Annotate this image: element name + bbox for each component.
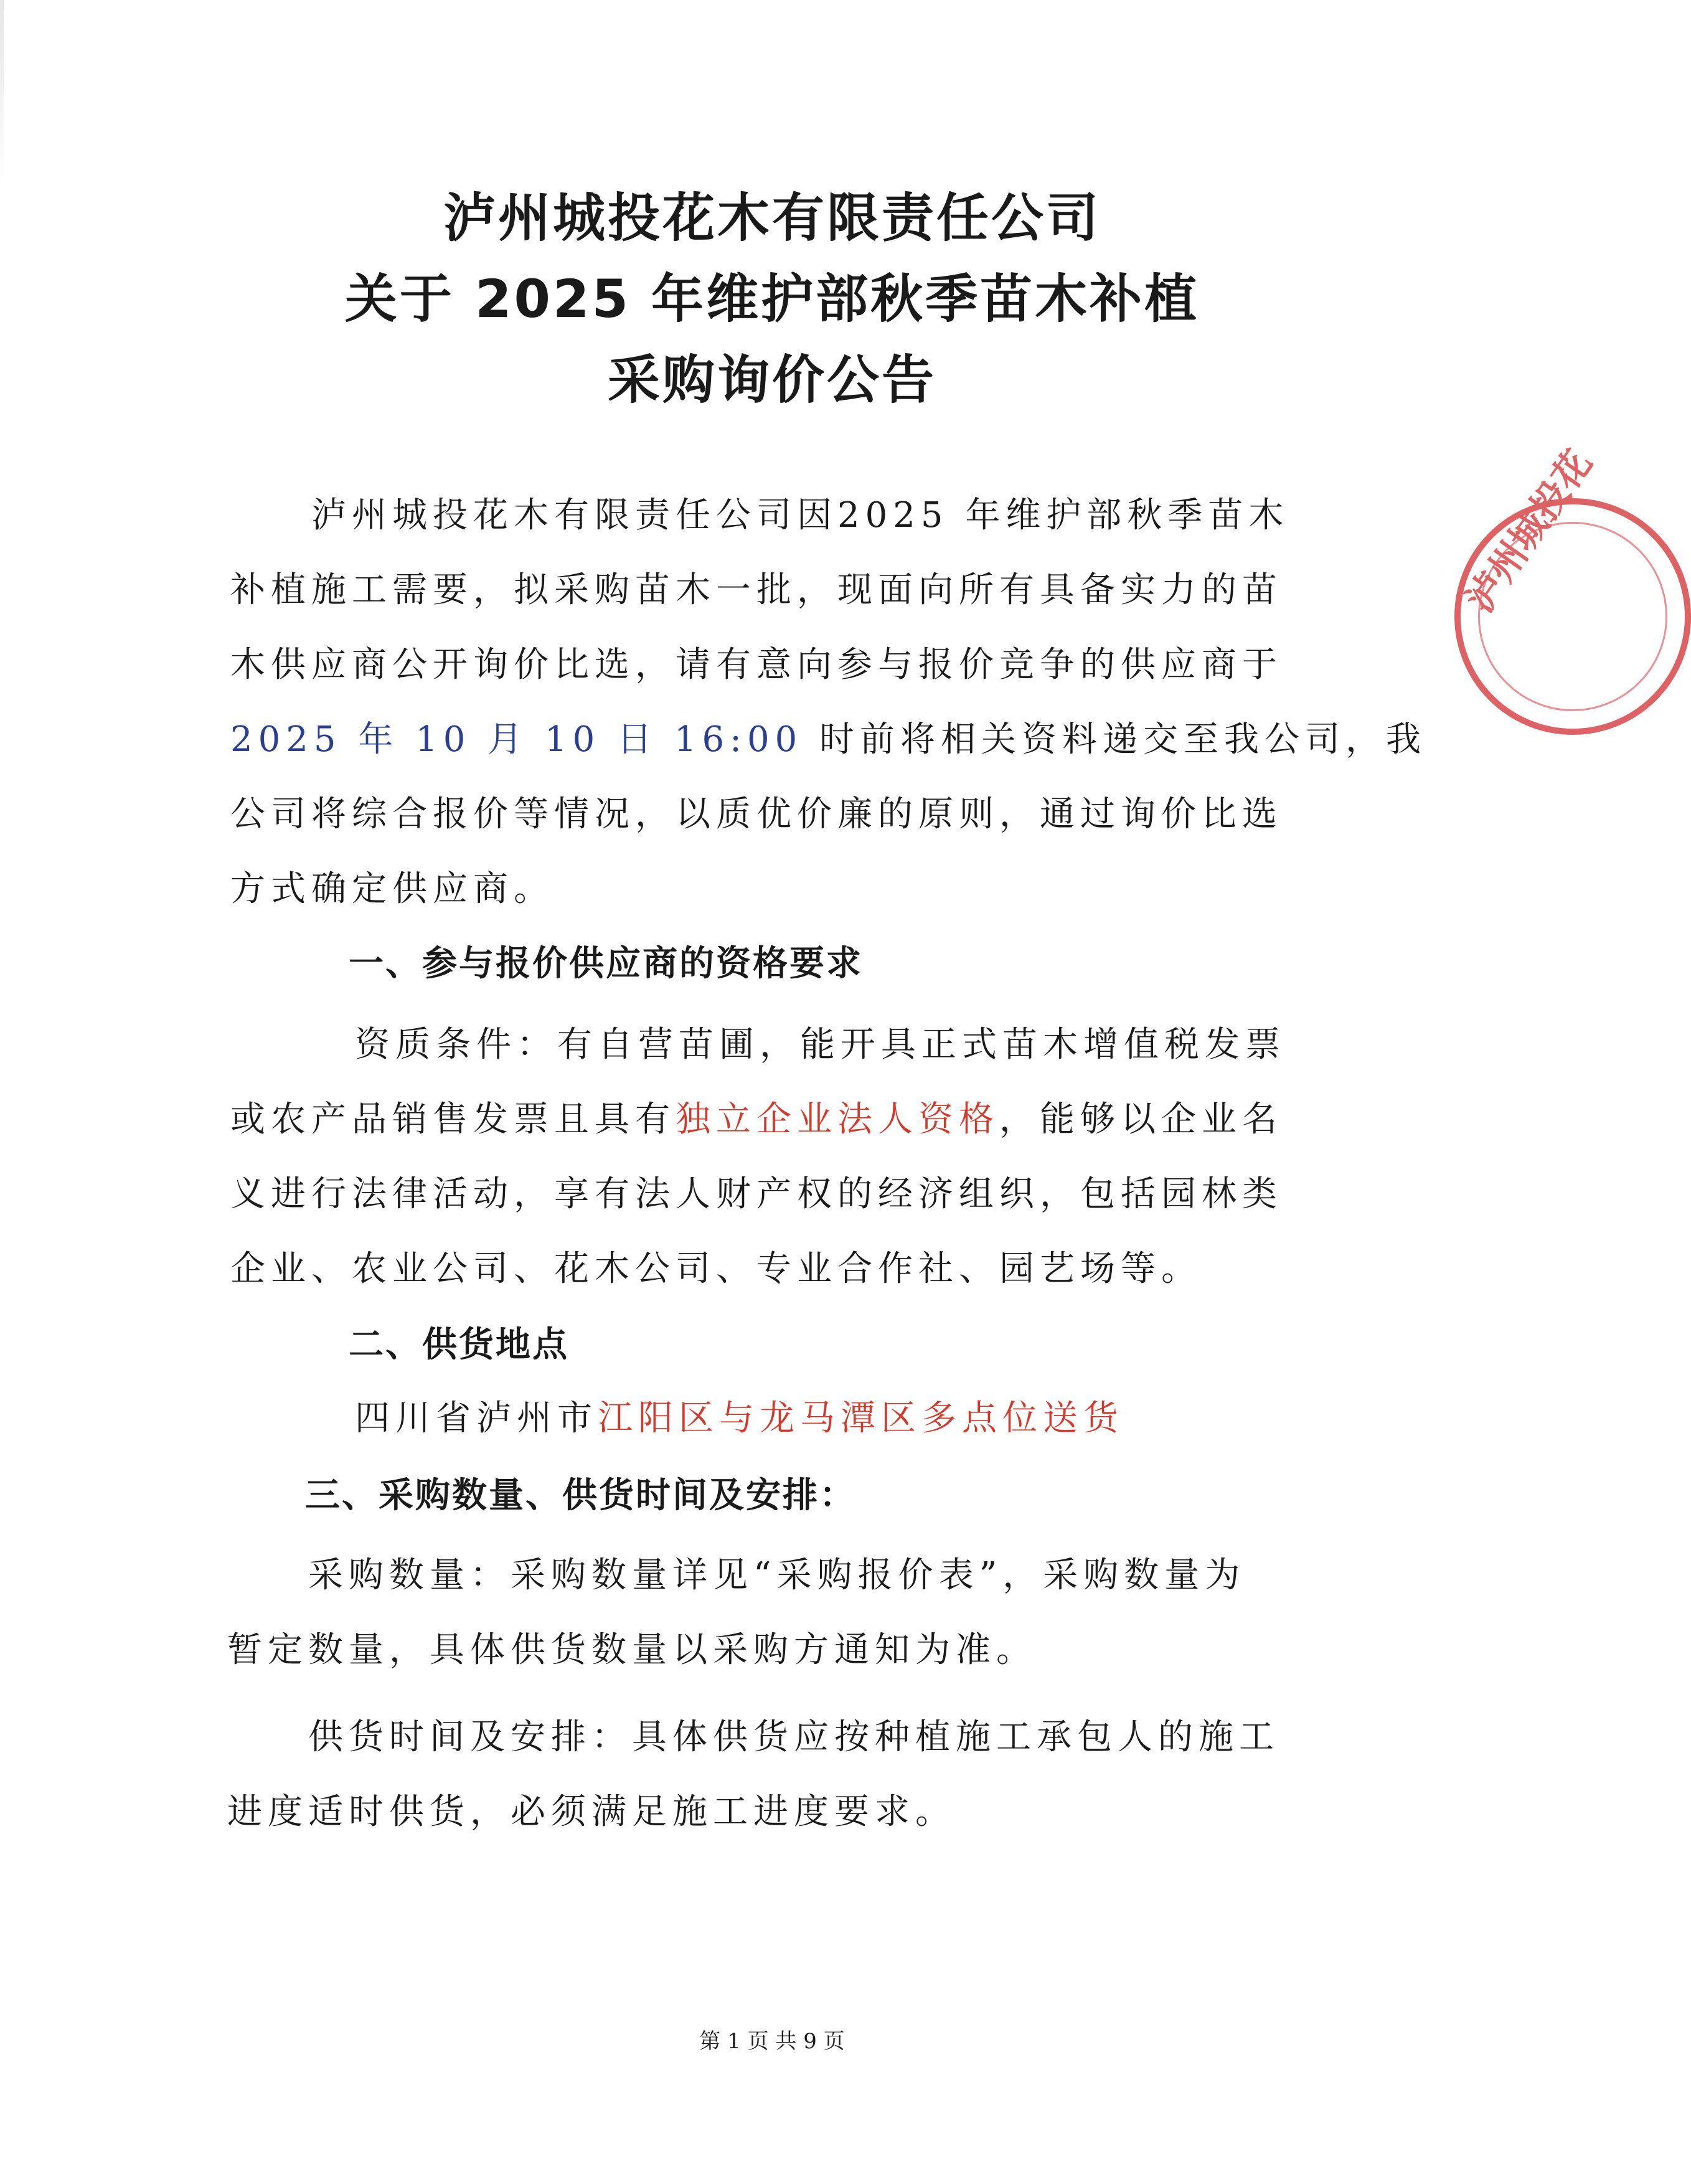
section-1-line-1: 资质条件：有自营苗圃，能开具正式苗木增值税发票 xyxy=(355,1024,1286,1065)
intro-paragraph xyxy=(230,478,1427,927)
delivery-location-highlight: 江阳区与龙马潭区多点位送货 xyxy=(598,1398,1124,1439)
delivery-location-pre: 四川省泸州市 xyxy=(355,1398,598,1439)
qty-line-1: 采购数量：采购数量详见“采购报价表”，采购数量为 xyxy=(308,1555,1246,1595)
qty-line-2: 暂定数量，具体供货数量以采购方通知为准。 xyxy=(227,1630,1037,1670)
title-line-3: 采购询价公告 xyxy=(607,349,936,410)
time-line-2: 进度适时供货，必须满足施工进度要求。 xyxy=(227,1792,956,1832)
section-1-paragraph xyxy=(230,1008,1314,1307)
section-1-line-3: 义进行法律活动，享有法人财产权的经济组织，包括园林类 xyxy=(230,1174,1283,1214)
intro-line-3: 木供应商公开询价比选，请有意向参与报价竞争的供应商于 xyxy=(230,645,1283,685)
scan-edge-mark xyxy=(0,0,4,187)
intro-line-4-rest: 时前将相关资料递交至我公司，我 xyxy=(819,719,1427,760)
title-line-1: 泸州城投花木有限责任公司 xyxy=(443,187,1101,248)
section-3-time-paragraph xyxy=(227,1700,1311,1850)
company-seal-stamp xyxy=(1454,442,1691,735)
section-1-line-4: 企业、农业公司、花木公司、专业合作社、园艺场等。 xyxy=(230,1249,1202,1289)
section-1-line-2 xyxy=(230,1082,1314,1157)
section-3-qty-paragraph xyxy=(227,1538,1311,1688)
section-1-heading: 一、参与报价供应商的资格要求 xyxy=(349,943,863,984)
page-footer: 第 1 页 共 9 页 xyxy=(699,2029,845,2054)
section-1-line-2-pre: 或农产品销售发票且具有 xyxy=(230,1099,676,1140)
intro-line-5: 公司将综合报价等情况，以质优价廉的原则，通过询价比选 xyxy=(230,794,1283,834)
intro-line-2: 补植施工需要，拟采购苗木一批，现面向所有具备实力的苗 xyxy=(230,570,1283,610)
intro-line-1: 泸州城投花木有限责任公司因2025 年维护部秋季苗木 xyxy=(311,495,1289,536)
deadline-date: 2025 年 10 月 10 日 16:00 xyxy=(230,719,803,760)
intro-line-6: 方式确定供应商。 xyxy=(230,869,554,909)
section-2-heading: 二、供货地点 xyxy=(349,1325,569,1365)
section-2-paragraph xyxy=(230,1381,1314,1456)
title-line-2: 关于 2025 年维护部秋季苗木补植 xyxy=(344,268,1200,329)
intro-line-4 xyxy=(230,702,1427,777)
section-3-heading: 三、采购数量、供货时间及安排： xyxy=(305,1475,856,1516)
time-line-1: 供货时间及安排：具体供货应按种植施工承包人的施工 xyxy=(308,1717,1279,1757)
seal-text: 泸州城投花 xyxy=(1458,442,1601,620)
delivery-location-line xyxy=(230,1381,1314,1456)
section-1-line-2-post: ，能够以企业名 xyxy=(999,1099,1283,1140)
independent-legal-entity-highlight: 独立企业法人资格 xyxy=(676,1099,999,1140)
